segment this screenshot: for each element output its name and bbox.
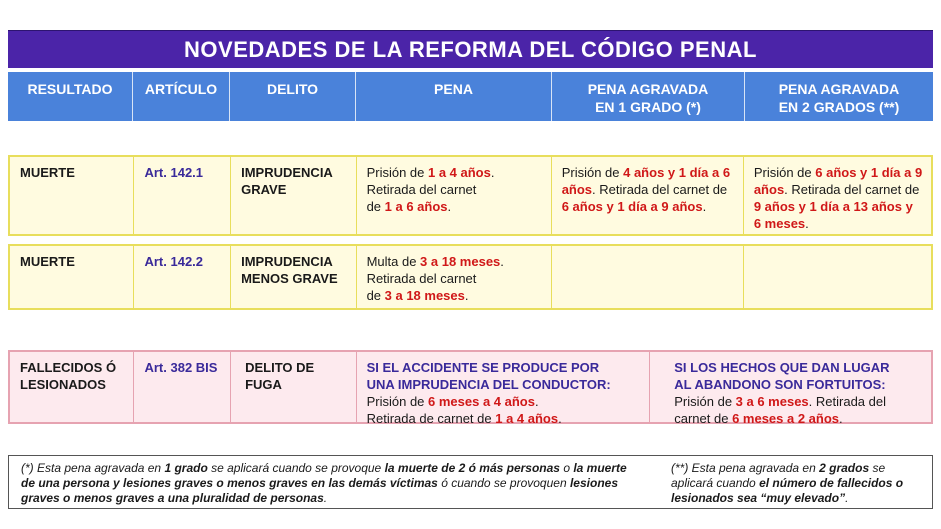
emphasis: 2 grados xyxy=(819,461,870,475)
text: Retirada del carnet xyxy=(366,271,477,286)
highlight: 3 a 18 meses xyxy=(384,288,465,303)
header-pena-agravada-2 xyxy=(745,72,933,121)
text: Prisión de xyxy=(561,165,624,180)
subheading: SI LOS HECHOS QUE DAN LUGAR xyxy=(674,360,890,375)
highlight: 6 meses a 4 años xyxy=(428,394,535,409)
text: . xyxy=(805,216,809,231)
text: ó cuando se provoquen xyxy=(437,476,570,490)
highlight: 9 años y 1 día a 13 años y 6 meses xyxy=(753,199,913,231)
text: se aplicará cuando xyxy=(671,461,886,490)
row3-resultado xyxy=(10,352,134,422)
highlight: 6 meses a 2 años xyxy=(732,411,840,426)
highlight: 3 a 18 meses xyxy=(420,254,501,269)
row3-resultado-line1: FALLECIDOS Ó xyxy=(20,360,117,375)
title-bar xyxy=(8,30,933,68)
text: (**) Esta pena agravada en xyxy=(671,461,820,475)
text: . Retirada del carnet de xyxy=(592,182,728,197)
highlight: 6 años y 1 día a 9 años xyxy=(561,199,703,214)
header-pena-2-line2: EN 2 GRADOS (**) xyxy=(778,99,900,115)
row1-pena-agravada-2 xyxy=(744,157,931,234)
table-row-2 xyxy=(8,244,933,310)
page-title: NOVEDADES DE LA REFORMA DEL CÓDIGO PENAL xyxy=(184,37,757,62)
row3-articulo: Art. 382 BIS xyxy=(134,352,231,422)
row3-delito-line2: FUGA xyxy=(245,377,282,392)
subheading: SI EL ACCIDENTE SE PRODUCE POR xyxy=(366,360,600,375)
highlight: 1 a 4 años xyxy=(427,165,491,180)
row1-delito-line1: IMPRUDENCIA xyxy=(241,165,333,180)
text: Prisión de xyxy=(366,394,429,409)
emphasis: el número de fallecidos o lesionados sea “muy elevado” xyxy=(671,476,904,505)
text: . xyxy=(323,491,328,505)
subheading: UNA IMPRUDENCIA DEL CONDUCTOR: xyxy=(366,377,611,392)
emphasis: la muerte de 2 ó más personas xyxy=(384,461,560,475)
text: Prisión de xyxy=(753,165,816,180)
row3-hechos-fortuitos xyxy=(650,352,931,426)
row2-delito xyxy=(231,246,356,308)
highlight: 1 a 4 años xyxy=(495,411,559,426)
text: se aplicará cuando se provoque xyxy=(207,461,385,475)
row2-delito-line1: IMPRUDENCIA xyxy=(241,254,333,269)
emphasis: 1 grado xyxy=(164,461,208,475)
row1-delito xyxy=(231,157,356,234)
text: . xyxy=(534,394,539,409)
footnote-1 xyxy=(21,461,641,506)
text: . Retirada del carnet de xyxy=(784,182,920,197)
text: . xyxy=(490,165,495,180)
text: carnet de xyxy=(674,411,733,426)
row2-delito-line2: MENOS GRAVE xyxy=(241,271,338,286)
text: (*) Esta pena agravada en xyxy=(21,461,165,475)
text: . xyxy=(464,288,469,303)
header-pena-1-line2: EN 1 GRADO (*) xyxy=(595,99,701,115)
table-header xyxy=(8,72,933,121)
row2-pena xyxy=(357,246,552,308)
subheading: AL ABANDONO SON FORTUITOS: xyxy=(674,377,886,392)
row2-pena-agravada-1-empty xyxy=(552,246,744,308)
highlight: 4 años y 1 día a 6 años xyxy=(561,165,731,197)
emphasis: la muerte de una persona y lesiones graves o menos graves en las demás víctimas xyxy=(21,461,627,490)
header-resultado: RESULTADO xyxy=(8,72,133,121)
row3-resultado-line2: LESIONADOS xyxy=(20,377,106,392)
text: Retirada del carnet xyxy=(366,182,477,197)
text: Retirada de carnet de xyxy=(366,411,496,426)
table-row-3 xyxy=(8,350,933,424)
text: Multa de xyxy=(366,254,421,269)
text: . xyxy=(500,254,504,269)
header-articulo: ARTÍCULO xyxy=(133,72,230,121)
row2-articulo: Art. 142.2 xyxy=(134,246,231,308)
highlight: 6 años y 1 día a 9 años xyxy=(753,165,923,197)
row2-pena-agravada-2-empty xyxy=(744,246,931,308)
highlight: 3 a 6 meses xyxy=(735,394,809,409)
text: . xyxy=(558,411,562,426)
text: . xyxy=(839,411,843,426)
row1-pena-agravada-1 xyxy=(552,157,744,234)
row3-delito xyxy=(231,352,357,422)
text: Prisión de xyxy=(366,165,428,180)
row1-delito-line2: GRAVE xyxy=(241,182,287,197)
text: Prisión de xyxy=(674,394,736,409)
highlight: 1 a 6 años xyxy=(384,199,448,214)
row1-articulo: Art. 142.1 xyxy=(134,157,231,234)
text: . xyxy=(447,199,452,214)
row1-resultado: MUERTE xyxy=(10,157,134,234)
header-pena-1-line1: PENA AGRAVADA xyxy=(587,81,709,97)
text: de xyxy=(366,288,385,303)
row1-pena xyxy=(357,157,552,234)
header-pena-2-line1: PENA AGRAVADA xyxy=(778,81,900,97)
text: de xyxy=(366,199,385,214)
row2-resultado: MUERTE xyxy=(10,246,134,308)
header-delito: DELITO xyxy=(230,72,356,121)
text: . xyxy=(702,199,707,214)
header-pena-agravada-1 xyxy=(552,72,745,121)
text: . Retirada del xyxy=(808,394,886,409)
footnote-2 xyxy=(671,461,926,506)
footnotes-box xyxy=(8,455,933,509)
row3-delito-line1: DELITO DE xyxy=(245,360,315,375)
row3-accidente-imprudencia xyxy=(357,352,651,426)
text: o xyxy=(559,461,574,475)
table-row-1 xyxy=(8,155,933,236)
emphasis: lesiones graves o menos graves a una pluralidad de personas xyxy=(21,476,618,505)
text: . xyxy=(845,491,849,505)
header-pena: PENA xyxy=(356,72,552,121)
